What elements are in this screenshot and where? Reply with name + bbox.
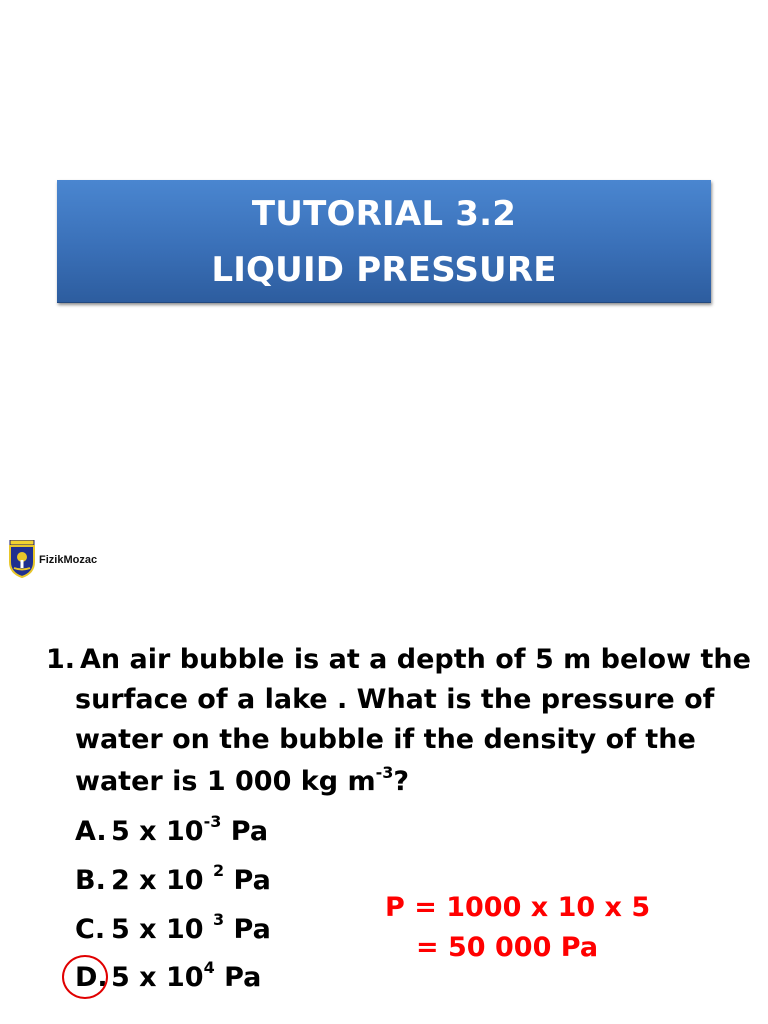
question-number: 1. <box>46 644 76 675</box>
option-exponent: 4 <box>203 958 215 977</box>
option-letter: A. <box>75 816 107 847</box>
school-crest-icon <box>8 540 36 578</box>
question-line-4 <box>75 765 409 797</box>
question-line-1: An air bubble is at a depth of 5 m below the <box>80 644 751 675</box>
option-exponent: 3 <box>212 910 225 929</box>
option-unit: Pa <box>221 816 269 847</box>
option-base: 5 x 10 <box>111 816 204 847</box>
question-line-4-text: water is 1 000 kg m <box>75 766 376 797</box>
option-a[interactable] <box>75 812 269 847</box>
option-unit: Pa <box>224 914 271 945</box>
question-line-3: water on the bubble if the density of the <box>75 724 696 755</box>
option-unit: Pa <box>224 865 271 896</box>
working-line-2: = 50 000 Pa <box>416 932 599 963</box>
option-letter: B. <box>75 865 106 896</box>
option-unit: Pa <box>214 962 262 993</box>
title-line-2: LIQUID PRESSURE <box>211 250 557 290</box>
answer-circle <box>62 955 108 999</box>
option-exponent: -3 <box>203 812 222 831</box>
logo-text: FizikMozac <box>39 554 98 566</box>
title-line-1: TUTORIAL 3.2 <box>251 194 517 234</box>
question-line-2: surface of a lake . What is the pressure of <box>75 684 715 715</box>
option-letter: D. <box>75 962 108 993</box>
option-exponent: 2 <box>212 861 225 880</box>
question-line-4-end: ? <box>393 766 410 797</box>
option-letter: C. <box>75 914 106 945</box>
working-line-1: P = 1000 x 10 x 5 <box>385 892 651 923</box>
title-banner <box>57 180 711 303</box>
option-b[interactable] <box>75 861 271 896</box>
question-exponent: -3 <box>375 763 394 782</box>
option-base: 5 x 10 <box>111 914 213 945</box>
option-base: 5 x 10 <box>111 962 204 993</box>
option-c[interactable] <box>75 910 271 945</box>
option-base: 2 x 10 <box>111 865 213 896</box>
